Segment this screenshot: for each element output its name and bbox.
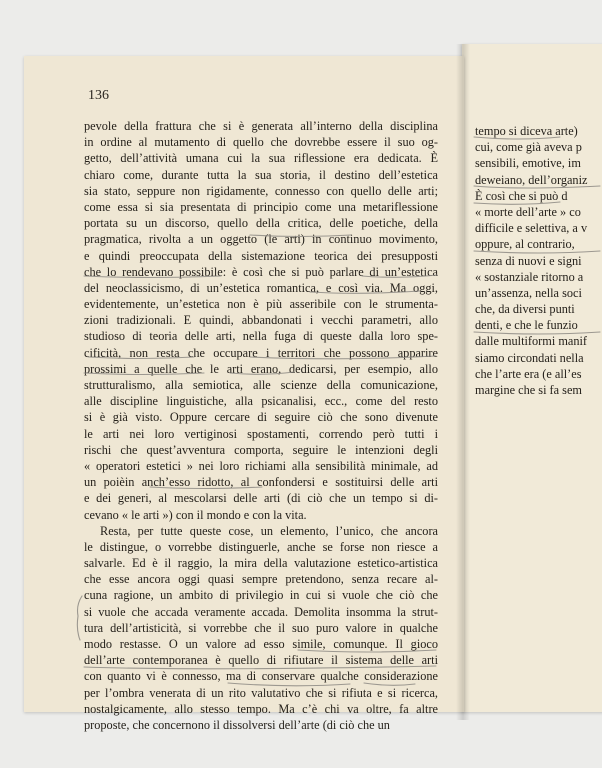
facing-text-line: « morte dell’arte » co [475,204,581,219]
text-line: si vuole che accada veramente accada. Demolita insomma la strut- [84,604,438,619]
text-line: getto, dell’attività umana cui la sua riflessione era dedicata. È [84,151,438,166]
text-line: zioni tradizionali. E quindi, abbandonati i vecchi parametri, allo [84,313,438,328]
book-gutter-shadow [456,44,470,720]
facing-text-line: siamo circondati nella [475,350,584,365]
page-number: 136 [88,88,109,103]
facing-text-line: che, da diversi punti [475,302,575,317]
facing-text-line: cui, come già aveva p [475,140,582,155]
facing-text-line: margine che si fa sem [475,383,582,397]
text-line: cuna ragione, un ambito di privilegio in cui si vuole che ciò che [84,588,438,603]
text-line: un poièin anch’esso ridotto, al confondersi e sostituirsi delle arti [84,475,438,490]
text-line: studioso di teoria delle arti, nella fuga di queste dalla loro spe- [84,329,438,344]
text-line: prossimi a quelle che le arti erano, dedicarsi, per esempio, allo [84,361,438,376]
text-line: sia stato, seppure non rigidamente, connesso con quello delle arti; [84,183,438,198]
facing-text-line: deweiano, dell’organiz [475,172,588,187]
text-line: del neoclassicismo, di un’estetica romantica, e così via. Ma oggi, [84,280,438,295]
text-line: le arti nei loro vertiginosi spostamenti, correndo però tutti i [84,426,438,441]
text-line: con quanto vi è connesso, ma di conservare qualche considerazione [84,669,438,684]
facing-text-line: difficile e selettiva, a v [475,221,588,236]
text-line: pevole della frattura che si è generata all’interno della disciplina [84,119,438,133]
text-line: Resta, per tutte queste cose, un elemento, l’unico, che ancora [100,523,438,538]
facing-text-line: tempo si diceva arte) [475,124,578,138]
text-line: tura dell’artisticità, si vorrebbe che il suo puro valore in qualche [84,620,438,635]
facing-text-line: senza di nuovi e signi [475,253,582,268]
text-line: cificità, non resta che occupare i territori che possono apparire [84,345,438,360]
facing-text-line: dalle multiformi manif [475,334,588,349]
text-line: modo restasse. O un valore ad esso simile, comunque. Il gioco [84,637,438,651]
text-line: rischi che quest’avventura comporta, seguire le intenzioni degli [84,442,438,457]
body-text [84,118,438,733]
facing-text-line: oppure, al contrario, [475,237,575,252]
text-line: e dei generi, al mescolarsi delle arti (di ciò che un tempo si di- [84,491,438,506]
text-line: come essa si sia presentata di principio come una metariflessione [84,199,438,214]
facing-text-line: « sostanziale ritorno a [475,269,584,284]
text-line: che esse ancora oggi quasi sempre pretendono, senza recare al- [84,572,438,587]
text-line: le distingue, o vorrebbe distinguerle, anche se forse non riesce a [84,539,438,554]
text-line: che lo rendevano possibile: è così che si può parlare di un’estetica [84,264,438,279]
text-line: e quindi preoccupata della sistemazione teorica dei presupposti [84,248,438,263]
text-line: « operatori estetici » nei loro richiami alla sensibilità minimale, ad [84,458,438,473]
facing-text-line: È così che si può d [475,188,568,203]
text-line: si è già visto. Oppure cercare di seguire ciò che sono divenute [84,410,438,425]
facing-text-line: denti, e che le funzio [475,318,578,333]
text-line: in ordine al mutamento di quello che dovrebbe essere il suo og- [84,135,438,150]
text-line: strutturalismo, alla semiotica, alle scienze della comunicazione, [84,378,438,392]
text-line: per l’ombra venerata di un rito valutativo che si rifiuta e si ricerca, [84,685,438,700]
text-line: cevano « le arti ») con il mondo e con la vita. [84,507,307,522]
text-line: salvarle. Ed è il raggio, la mira della valutazione estetico-artistica [84,556,438,571]
facing-text-line: un’assenza, nella soci [475,285,582,300]
text-line: alle discipline linguistiche, alla psicanalisi, ecc., come del resto [84,394,438,409]
text-line: portata su un discorso, quello della critica, delle poetiche, della [84,216,438,231]
text-line: dell’arte contemporanea è quello di rifiutare il sistema delle arti [84,653,438,668]
text-line: proposte, che concernono il dissolversi dell’arte (di ciò che un [84,717,390,732]
facing-text-line: che l’arte era (e all’es [475,366,582,381]
facing-text-line: sensibili, emotive, im [475,156,581,171]
text-line: evidentemente, un’estetica non è più asseribile con le strumenta- [84,297,438,312]
text-line: chiaro come, durante tutta la sua storia, il destino dell’estetica [84,167,438,182]
text-line: pragmatica, rivolta a un oggetto (le arti) in continuo movimento, [84,232,438,247]
facing-page-text [475,123,602,398]
text-line: nostalgicamente, allo stesso tempo. Ma c’è chi va oltre, fa altre [84,701,438,716]
